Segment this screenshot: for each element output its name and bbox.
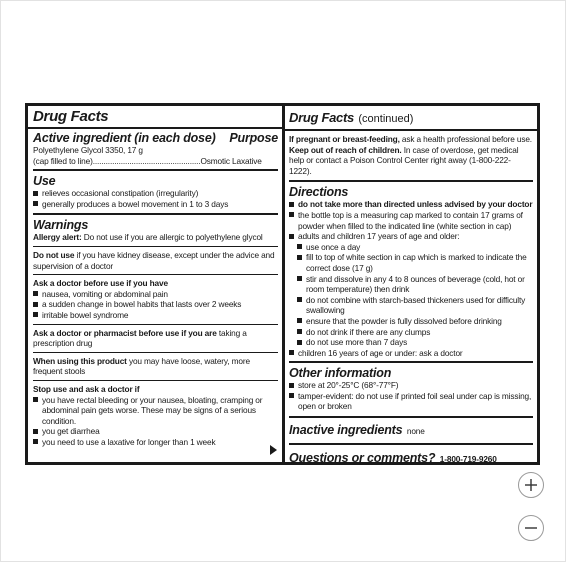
active-ingredient-heading: Active ingredient (in each dose) <box>33 131 216 145</box>
list-item: a sudden change in bowel habits that lasts over 2 weeks <box>33 299 278 310</box>
allergy-alert-text: Do not use if you are allergic to polyethylene glycol <box>83 232 263 243</box>
use-heading: Use <box>33 174 56 189</box>
questions-section <box>289 445 533 467</box>
list-item: children 16 years of age or under: ask a doctor <box>289 348 533 359</box>
allergy-alert-label: Allergy alert: <box>33 232 82 243</box>
list-item: relieves occasional constipation (irregularity) <box>33 188 278 199</box>
other-info-section <box>289 363 533 418</box>
list-item: tamper-evident: do not use if printed foil seal under cap is missing, open or broken <box>289 391 533 412</box>
list-item: irritable bowel syndrome <box>33 310 278 321</box>
list-item: nausea, vomiting or abdominal pain <box>33 289 278 300</box>
continued-suffix: (continued) <box>358 113 414 125</box>
keep-out-label: Keep out of reach of children. <box>289 144 402 155</box>
drug-facts-title: Drug Facts <box>28 109 282 129</box>
do-not-use-block <box>33 247 278 275</box>
continued-title <box>285 109 537 131</box>
list-item: store at 20°-25°C (68°-77°F) <box>289 380 533 391</box>
other-info-heading: Other information <box>289 366 392 381</box>
drug-facts-continued-title: Drug Facts <box>289 110 354 125</box>
active-heading-row <box>33 131 278 145</box>
when-using-block <box>33 353 278 381</box>
active-dose-row <box>33 156 278 167</box>
stop-use-block <box>33 381 278 451</box>
active-dose-line: (cap filled to line).................................................. <box>33 155 201 166</box>
keep-out-text: In case of overdose, get medical help or contact a Poison Control Center right away (1-800-222-1222). <box>289 144 519 176</box>
do-not-use-label: Do not use <box>33 249 75 260</box>
directions-heading: Directions <box>289 185 349 200</box>
list-item: do not take more than directed unless advised by your doctor <box>289 199 533 210</box>
warnings-heading: Warnings <box>33 218 89 233</box>
list-item: fill to top of white section in cap which is marked to indicate the correct dose (17 g) <box>289 252 533 273</box>
warnings-section <box>33 215 278 450</box>
right-panel <box>285 106 537 466</box>
questions-heading: Questions or comments? <box>289 451 436 466</box>
list-item: do not drink if there are any clumps <box>289 327 533 338</box>
do-not-use-text: if you have kidney disease, except under the advice and supervision of a doctor <box>33 249 275 271</box>
pregnant-text: ask a health professional before use. <box>401 134 532 144</box>
ask-pharmacist-text: taking a prescription drug <box>33 327 247 349</box>
list-item: stir and dissolve in any 4 to 8 ounces of beverage (cold, hot or room temperature) then drink <box>289 274 533 295</box>
plus-icon <box>523 477 539 493</box>
minus-icon <box>523 520 539 536</box>
inactive-ingredients-section <box>289 418 533 445</box>
list-item: use once a day <box>289 242 533 253</box>
list-item: the bottle top is a measuring cap marked to contain 17 grams of powder when filled to the indicated line (white section in cap) <box>289 210 533 231</box>
questions-phone: 1-800-719-9260 <box>439 454 497 465</box>
zoom-in-button[interactable] <box>518 472 544 498</box>
warnings-block <box>33 215 278 247</box>
ask-doctor-block <box>33 275 278 324</box>
list-item: you have rectal bleeding or your nausea, bloating, cramping or abdominal pain gets worse. These may be signs of a serious condition. <box>33 395 278 427</box>
zoom-out-button[interactable] <box>518 515 544 541</box>
inactive-ingredients-heading: Inactive ingredients <box>289 423 403 438</box>
list-item: you get diarrhea <box>33 426 278 437</box>
left-panel <box>28 106 285 462</box>
pregnant-label: If pregnant or breast-feeding, <box>289 134 400 144</box>
continue-arrow-icon <box>270 445 277 455</box>
purpose-value: Osmotic Laxative <box>200 155 262 166</box>
when-using-text: you may have loose, watery, more frequent stools <box>33 355 250 377</box>
purpose-heading: Purpose <box>229 131 278 145</box>
ask-pharmacist-block <box>33 325 278 353</box>
active-ingredient-line: Polyethylene Glycol 3350, 17 g <box>33 145 143 155</box>
drug-facts-label <box>25 103 540 465</box>
active-ingredient-section <box>33 106 278 171</box>
stop-use-heading: Stop use and ask a doctor if <box>33 383 140 394</box>
pregnancy-section <box>289 106 533 182</box>
list-item: generally produces a bowel movement in 1 to 3 days <box>33 199 278 210</box>
use-section <box>33 171 278 215</box>
inactive-ingredients-text: none <box>406 426 425 437</box>
directions-section <box>289 182 533 363</box>
list-item: adults and children 17 years of age and older: <box>289 231 533 242</box>
ask-pharmacist-label: Ask a doctor or pharmacist before use if you are <box>33 327 217 338</box>
ask-doctor-heading: Ask a doctor before use if you have <box>33 278 168 289</box>
when-using-label: When using this product <box>33 355 127 366</box>
list-item: ensure that the powder is fully dissolved before drinking <box>289 316 533 327</box>
list-item: do not use more than 7 days <box>289 337 533 348</box>
list-item: you need to use a laxative for longer than 1 week <box>33 437 278 448</box>
list-item: do not combine with starch-based thickeners used for difficulty swallowing <box>289 295 533 316</box>
